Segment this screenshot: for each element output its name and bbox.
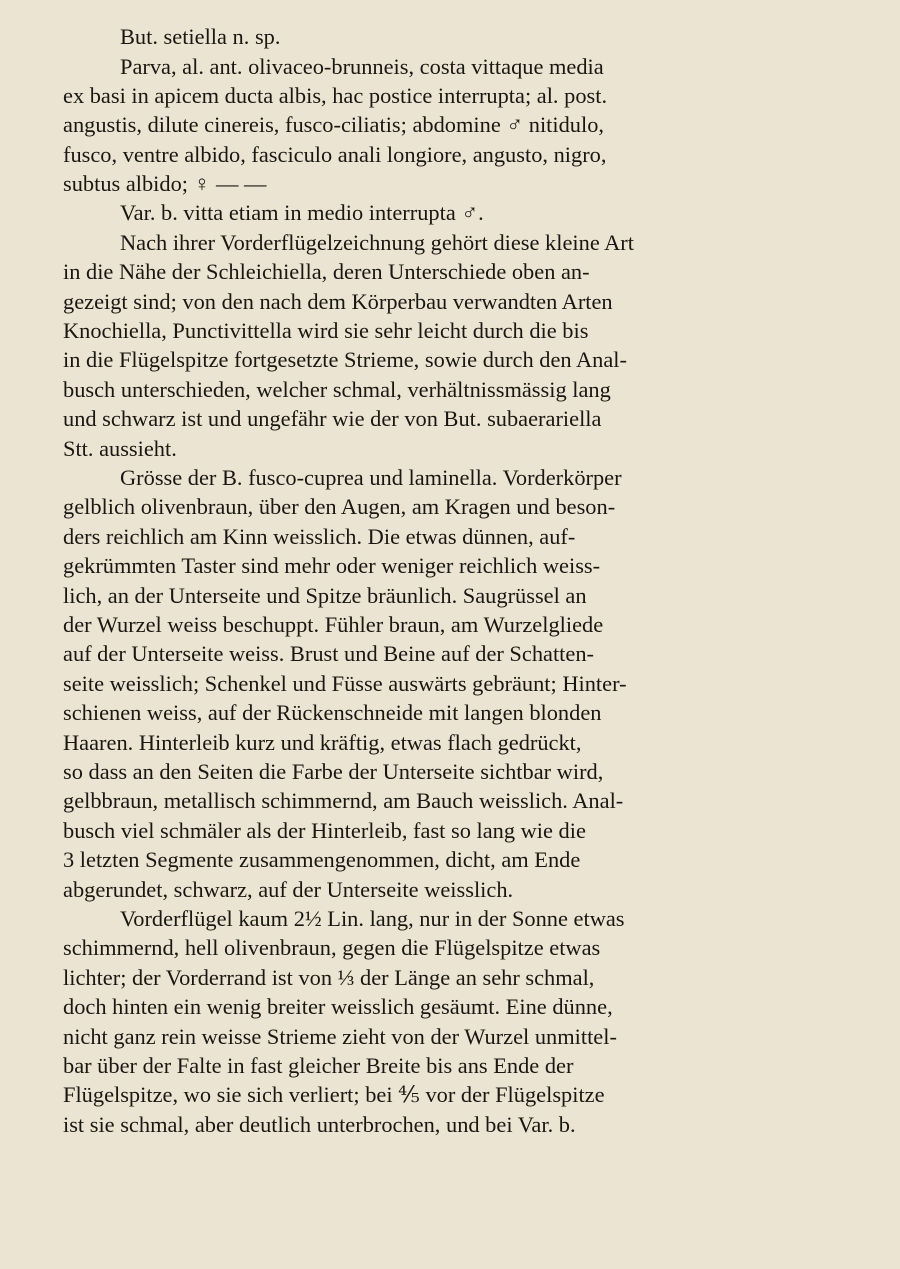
text-line: ders reichlich am Kinn weisslich. Die etwas dünnen, auf- <box>63 524 576 549</box>
text-line: und schwarz ist und ungefähr wie der von But. subaerariella <box>63 406 602 431</box>
text-line: Nach ihrer Vorderflügelzeichnung gehört diese kleine Art <box>120 230 634 255</box>
text-line: so dass an den Seiten die Farbe der Unterseite sichtbar wird, <box>63 759 604 784</box>
text-line: in die Nähe der Schleichiella, deren Unterschiede oben an- <box>63 259 590 284</box>
text-line: doch hinten ein wenig breiter weisslich gesäumt. Eine dünne, <box>63 994 613 1019</box>
text-line: busch unterschieden, welcher schmal, verhältnissmässig lang <box>63 377 611 402</box>
text-line: Grösse der B. fusco-cuprea und laminella. Vorderkörper <box>120 465 622 490</box>
text-line: Flügelspitze, wo sie sich verliert; bei ⅘ vor der Flügelspitze <box>63 1082 605 1107</box>
text-line: gelblich olivenbraun, über den Augen, am Kragen und beson- <box>63 494 616 519</box>
text-line: Knochiella, Punctivittella wird sie sehr leicht durch die bis <box>63 318 589 343</box>
text-line: angustis, dilute cinereis, fusco-ciliatis; abdomine ♂ nitidulo, <box>63 112 605 137</box>
text-line: Haaren. Hinterleib kurz und kräftig, etwas flach gedrückt, <box>63 730 582 755</box>
text-line: gekrümmten Taster sind mehr oder weniger reichlich weiss- <box>63 553 601 578</box>
text-line: der Wurzel weiss beschuppt. Fühler braun, am Wurzelgliede <box>63 612 604 637</box>
text-line: subtus albido; ♀ — — <box>63 171 267 196</box>
text-line: nicht ganz rein weisse Strieme zieht von der Wurzel unmittel- <box>63 1024 617 1049</box>
text-line: Vorderflügel kaum 2½ Lin. lang, nur in der Sonne etwas <box>120 906 625 931</box>
text-line: bar über der Falte in fast gleicher Breite bis ans Ende der <box>63 1053 574 1078</box>
text-line: ist sie schmal, aber deutlich unterbrochen, und bei Var. b. <box>63 1112 576 1137</box>
text-line: gelbbraun, metallisch schimmernd, am Bauch weisslich. Anal- <box>63 788 624 813</box>
text-line: lich, an der Unterseite und Spitze bräunlich. Saugrüssel an <box>63 583 587 608</box>
text-line: schienen weiss, auf der Rückenschneide mit langen blonden <box>63 700 602 725</box>
text-line: But. setiella n. sp. <box>120 24 281 49</box>
text-line: in die Flügelspitze fortgesetzte Strieme, sowie durch den Anal- <box>63 347 627 372</box>
text-line: Stt. aussieht. <box>63 436 177 461</box>
text-line: 3 letzten Segmente zusammengenommen, dicht, am Ende <box>63 847 581 872</box>
text-line: ex basi in apicem ducta albis, hac postice interrupta; al. post. <box>63 83 608 108</box>
text-line: lichter; der Vorderrand ist von ⅓ der Länge an sehr schmal, <box>63 965 595 990</box>
text-line: schimmernd, hell olivenbraun, gegen die Flügelspitze etwas <box>63 935 601 960</box>
text-line: abgerundet, schwarz, auf der Unterseite weisslich. <box>63 877 514 902</box>
text-line: gezeigt sind; von den nach dem Körperbau verwandten Arten <box>63 289 613 314</box>
text-line: seite weisslich; Schenkel und Füsse auswärts gebräunt; Hinter- <box>63 671 627 696</box>
text-line: Parva, al. ant. olivaceo-brunneis, costa vittaque media <box>120 54 604 79</box>
text-line: fusco, ventre albido, fasciculo anali longiore, angusto, nigro, <box>63 142 607 167</box>
text-line: Var. b. vitta etiam in medio interrupta ♂. <box>120 200 484 225</box>
text-line: auf der Unterseite weiss. Brust und Beine auf der Schatten- <box>63 641 594 666</box>
text-line: busch viel schmäler als der Hinterleib, fast so lang wie die <box>63 818 586 843</box>
